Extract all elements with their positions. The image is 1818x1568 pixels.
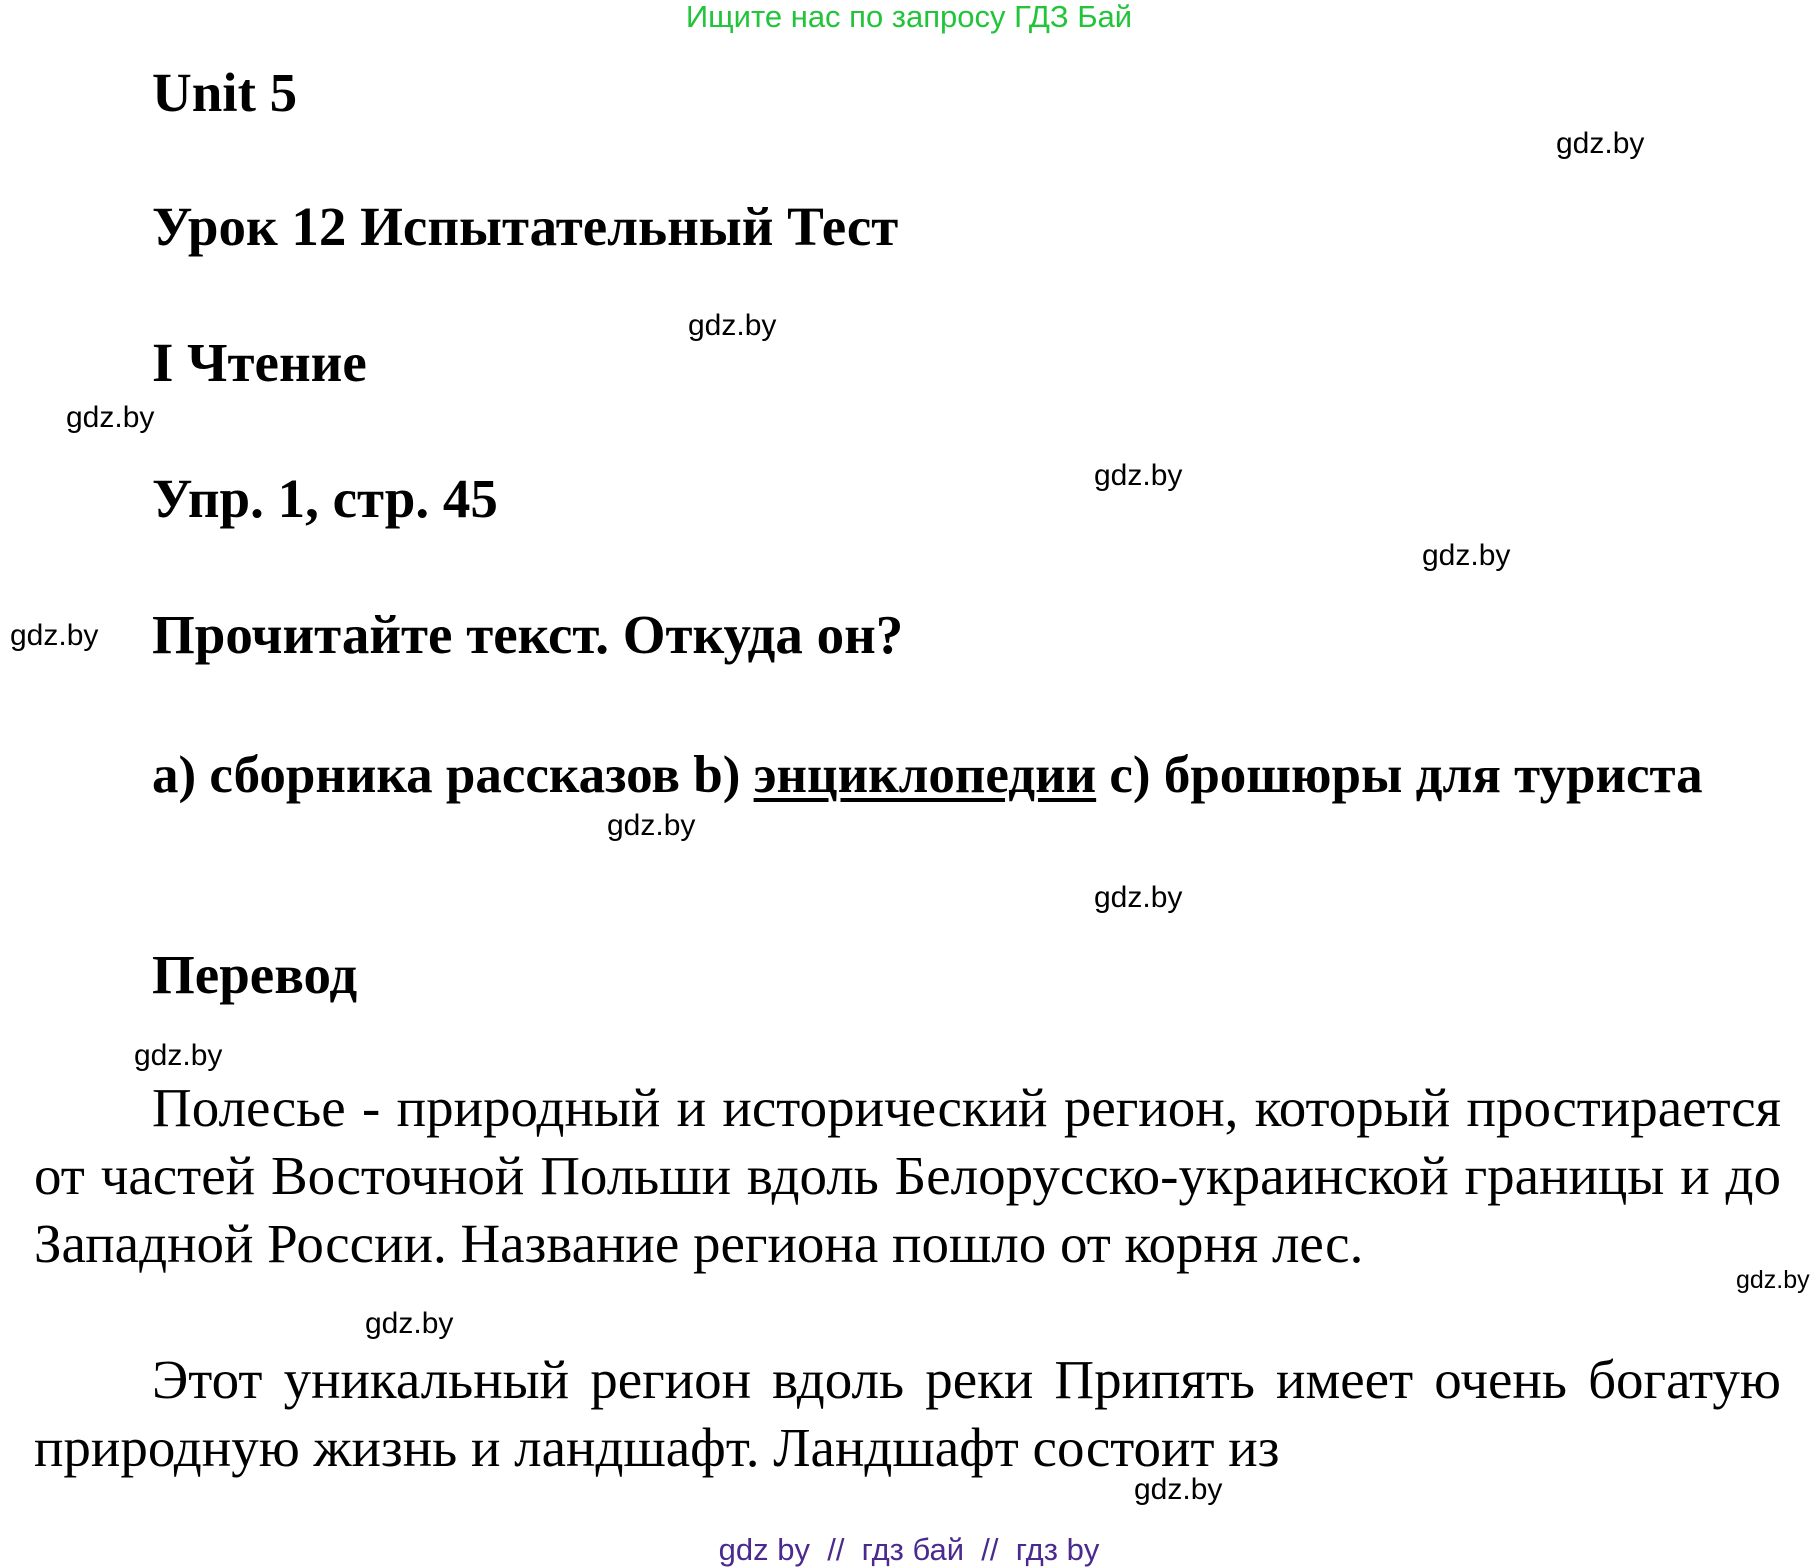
- paragraph: Полесье - природный и исторический регион, который простирается от частей Восточной Польши вдоль Белорусско-украинской границы и до Западной России. Название региона пошло от корня лес.: [34, 1077, 1781, 1274]
- watermark: gdz.by: [10, 619, 99, 652]
- paragraph: Этот уникальный регион вдоль реки Припять имеет очень богатую природную жизнь и ландшафт. Ландшафт состоит из: [34, 1349, 1781, 1478]
- watermark: gdz.by: [365, 1307, 454, 1340]
- option-a: a) сборника рассказов: [152, 746, 680, 804]
- unit-title: Unit 5: [152, 62, 298, 123]
- section-title: I Чтение: [152, 332, 367, 393]
- translation-heading: Перевод: [152, 944, 358, 1005]
- bottom-banner: gdz by // гдз бай // гдз by: [718, 1532, 1100, 1567]
- watermark: gdz.by: [607, 809, 696, 842]
- task-instruction: Прочитайте текст. Откуда он?: [152, 604, 904, 665]
- watermark: gdz.by: [688, 309, 777, 342]
- lesson-title: Урок 12 Испытательный Тест: [152, 196, 899, 257]
- watermark: gdz.by: [1556, 127, 1645, 160]
- watermark: gdz.by: [1134, 1473, 1223, 1506]
- option-c: c) брошюры для туриста: [1109, 746, 1703, 804]
- option-b-answer: энциклопедии: [753, 746, 1097, 804]
- exercise-title: Упр. 1, стр. 45: [152, 468, 498, 529]
- watermark: gdz.by: [134, 1039, 223, 1072]
- watermark: gdz.by: [1736, 1266, 1810, 1294]
- top-banner: Ищите нас по запросу ГДЗ Бай: [685, 0, 1133, 34]
- answer-options: [34, 742, 1781, 808]
- watermark: gdz.by: [1094, 459, 1183, 492]
- watermark: gdz.by: [1422, 539, 1511, 572]
- option-b-label: b): [693, 746, 741, 804]
- watermark: gdz.by: [66, 401, 155, 434]
- watermark: gdz.by: [1094, 881, 1183, 914]
